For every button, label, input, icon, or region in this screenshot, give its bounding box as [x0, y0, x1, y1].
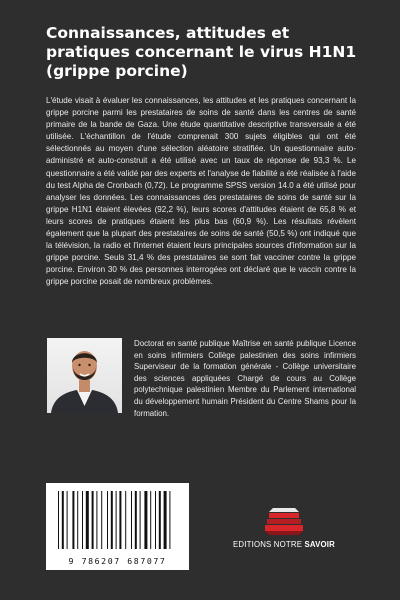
barcode-bar [107, 491, 108, 549]
barcode-bar [92, 491, 94, 549]
publisher-name-emphasis: SAVOIR [304, 540, 335, 549]
barcode-bar [140, 491, 141, 549]
barcode-bar [150, 491, 151, 549]
author-biography: Doctorat en santé publique Maîtrise en santé publique Licence en soins infirmiers Collège palestinien des soins infirmiers Superviseur de la formation générale - Collège universitaire des sciences appliquées Chargé de cours au Collège polytechnique palestinien Membre du Parlement international du développement humain Président du Centre Shams pour la formation. [134, 339, 356, 418]
barcode-bar [159, 491, 161, 549]
isbn-digits: 9 786207 687077 [68, 556, 167, 566]
barcode-bar [111, 491, 113, 549]
book-abstract: L'étude visait à évaluer les connaissances, les attitudes et les pratiques concernant la grippe porcine parmi les prestataires de soins de santé dans les centres de santé primaire de la bande de Gaza. Une étude quantitative descriptive transversale a été utilisée. L'échantillon de l'étude comprenait 300 sujets éligibles qui ont été sélectionnés au moyen d'une sélection aléatoire stratifiée. Un questionnaire auto-administré et auto-construit a été utilisé avec un taux de réponse de 93,3 %. Le questionnaire a été validé par des experts et l'analyse de fiabilité a été réalisée à l'aide du test Alpha de Cronbach (0,72). Le programme SPSS version 14.0 a été utilisé pour analyser les données. Les connaissances des prestataires de soins de santé sur la grippe H1N1 étaient élevées (92,2 %), leurs scores d'attitudes étaient de 65,8 % et leurs scores de pratiques étaient les plus bas (60,9 %). Les résultats révèlent également que la plupart des prestataires de soins de santé (50,5 %) ont indiqué que la télévision, la radio et l'internet étaient leurs principales sources d'information sur la grippe porcine. Seuls 31,4 % des prestataires se sont fait vacciner contre la grippe porcine. Environ 30 % des personnes interrogées ont déclaré que le vaccin contre la grippe porcine posait de nombreux problèmes. [46, 96, 356, 287]
barcode-bar [82, 491, 83, 549]
barcode-bar [125, 491, 126, 549]
barcode-bar [135, 491, 137, 549]
barcode-bar [164, 491, 167, 549]
barcode-bar [96, 491, 97, 549]
barcode-bar [101, 491, 102, 549]
barcode-bar [86, 491, 89, 549]
barcode-bar [119, 491, 121, 549]
barcode-bar [144, 491, 147, 549]
barcode-bar [77, 491, 78, 549]
barcode-bar [58, 491, 59, 549]
author-photo [47, 338, 122, 413]
barcode-bar [169, 491, 170, 549]
publisher-name-prefix: EDITIONS NOTRE [233, 540, 305, 549]
isbn-barcode [46, 483, 189, 570]
barcode-bar [155, 491, 156, 549]
barcode-bar [62, 491, 64, 549]
barcode-bar [116, 491, 117, 549]
barcode-bar [131, 491, 132, 549]
book-title: Connaissances, attitudes et pratiques concernant le virus H1N1 (grippe porcine) [46, 24, 357, 80]
barcode-bar [67, 491, 68, 549]
barcode-bar [72, 491, 74, 549]
publisher-name [220, 540, 348, 549]
book-stack-logo-icon [259, 505, 309, 537]
